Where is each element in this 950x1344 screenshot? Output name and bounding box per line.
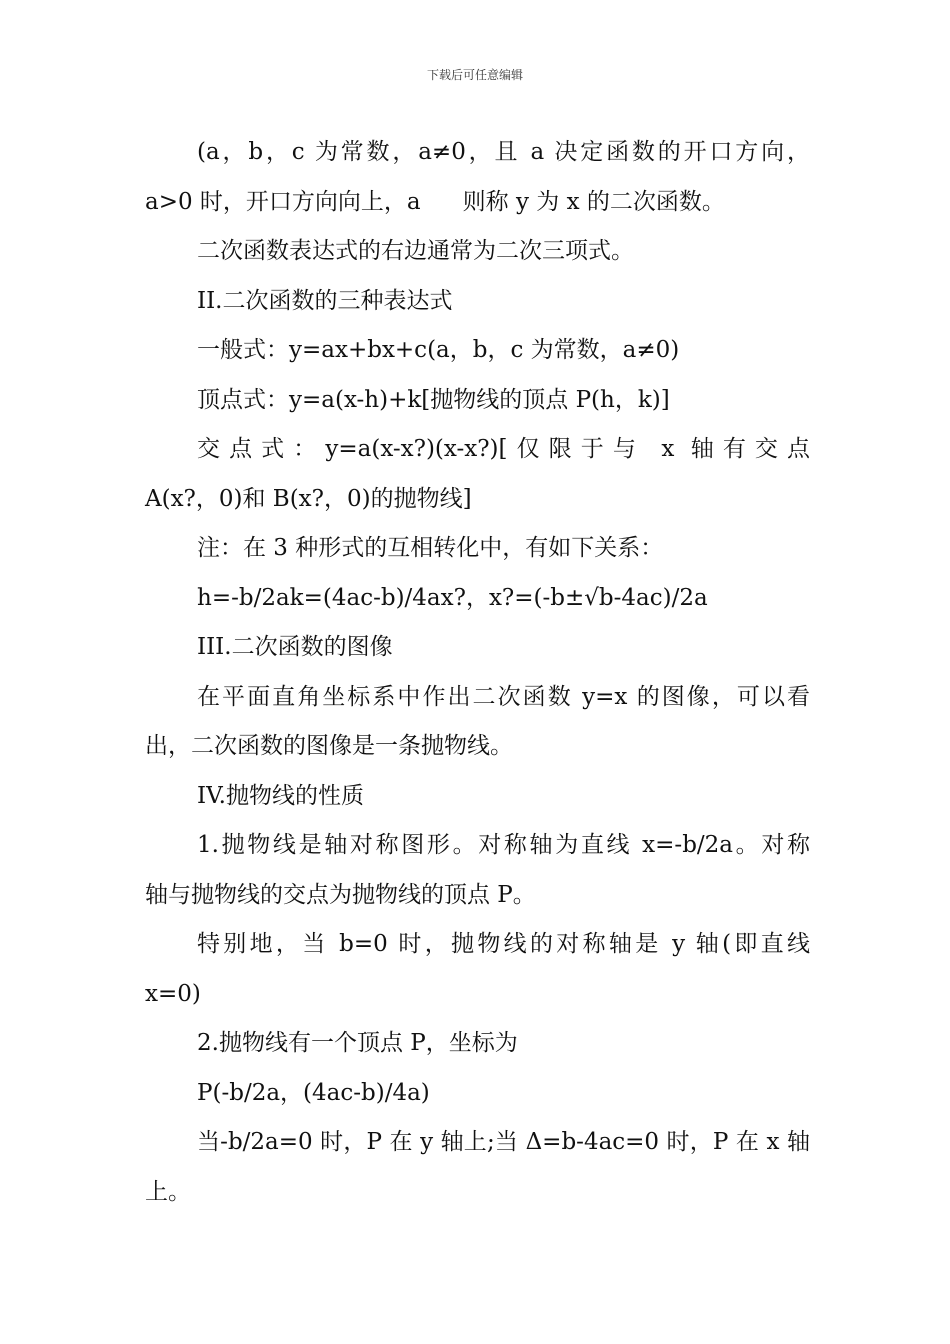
paragraph-line: 二次函数表达式的右边通常为二次三项式。	[197, 238, 634, 264]
formula-line: P(-b/2a，(4ac-b)/4a)	[197, 1079, 430, 1106]
line-fragment: a>0 时，开口方向向上，a	[145, 188, 421, 215]
section-heading: III.二次函数的图像	[197, 634, 393, 660]
section-heading: IV.抛物线的性质	[197, 782, 364, 809]
paragraph-line: 当-b/2a=0 时，P 在 y 轴上;当 Δ=b-4ac=0 时，P 在 x 轴	[197, 1129, 810, 1155]
section-heading: II.二次函数的三种表达式	[197, 287, 453, 314]
paragraph-line	[145, 178, 810, 228]
paragraph-line: 一般式：y=ax+bx+c(a，b，c 为常数，a≠0)	[197, 337, 680, 363]
paragraph-line: 在平面直角坐标系中作出二次函数 y=x 的图像，可以看	[197, 683, 810, 710]
formula-line: h=-b/2ak=(4ac-b)/4ax?，x?=(-b±√b-4ac)/2a	[197, 584, 708, 611]
paragraph-line: 2.抛物线有一个顶点 P，坐标为	[197, 1030, 518, 1056]
paragraph-line: (a，b，c 为常数，a≠0，且 a 决定函数的开口方向，	[197, 139, 810, 165]
paragraph-line: 轴与抛物线的交点为抛物线的顶点 P。	[145, 881, 536, 908]
page-header: 下载后可任意编辑	[426, 68, 523, 82]
paragraph-line: 交点式：y=a(x-x?)(x-x?)[仅限于与 x 轴有交点	[197, 436, 810, 462]
paragraph-line: 上。	[145, 1178, 191, 1205]
paragraph-line: 特别地，当 b=0 时，抛物线的对称轴是 y 轴(即直线	[197, 931, 810, 957]
paragraph-line: 顶点式：y=a(x-h)+k[抛物线的顶点 P(h，k)]	[197, 386, 670, 413]
paragraph-line: 出，二次函数的图像是一条抛物线。	[145, 733, 513, 759]
paragraph-line: A(x?，0)和 B(x?，0)的抛物线]	[145, 485, 472, 512]
paragraph-line: 1.抛物线是轴对称图形。对称轴为直线 x=-b/2a。对称	[197, 832, 810, 858]
paragraph-line: 注：在 3 种形式的互相转化中，有如下关系：	[197, 535, 664, 561]
paragraph-line: x=0)	[145, 980, 201, 1007]
line-fragment: 则称 y 为 x 的二次函数。	[462, 188, 725, 215]
document-body	[145, 128, 810, 1217]
